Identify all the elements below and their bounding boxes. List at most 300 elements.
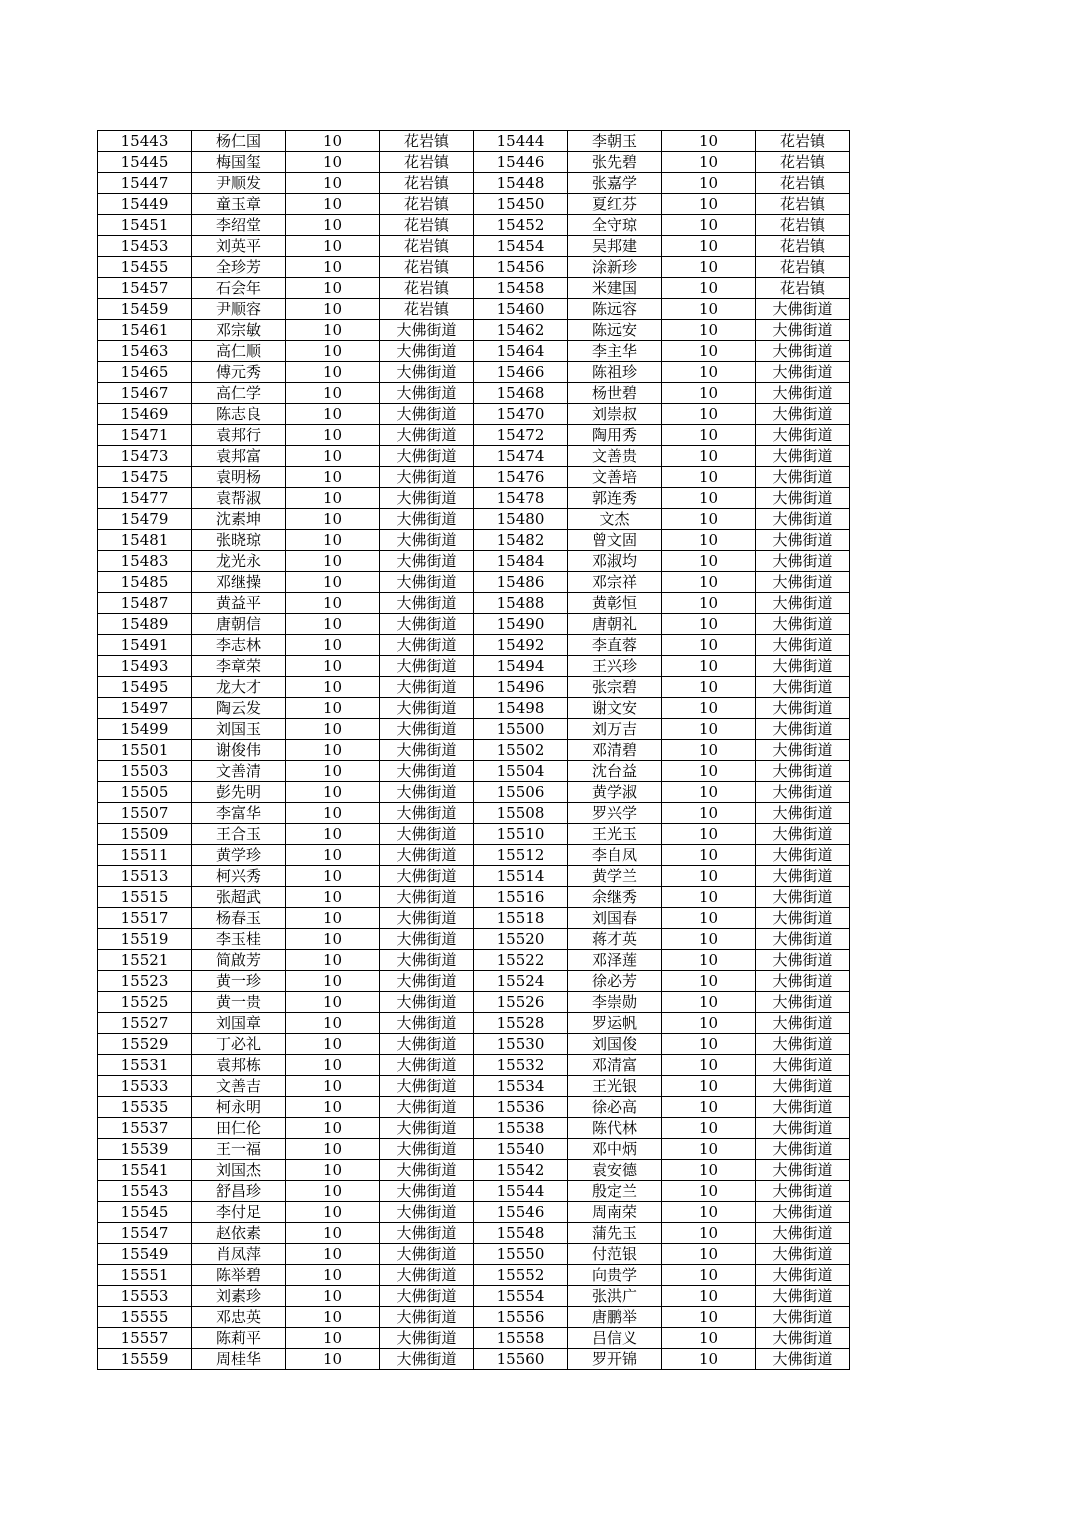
name-cell: 文善贵 [568,446,662,467]
name-cell: 高仁顺 [192,341,286,362]
area-cell: 大佛街道 [380,1349,474,1370]
amount-cell: 10 [286,1202,380,1223]
name-cell: 邓淑均 [568,551,662,572]
name-cell: 黄学兰 [568,866,662,887]
id-cell: 15470 [474,404,568,425]
name-cell: 罗开锦 [568,1349,662,1370]
area-cell: 大佛街道 [756,1013,850,1034]
name-cell: 杨世碧 [568,383,662,404]
id-cell: 15530 [474,1034,568,1055]
id-cell: 15487 [98,593,192,614]
name-cell: 刘国春 [568,908,662,929]
name-cell: 王兴珍 [568,656,662,677]
name-cell: 袁安德 [568,1160,662,1181]
id-cell: 15507 [98,803,192,824]
table-row [98,908,850,929]
amount-cell: 10 [286,719,380,740]
id-cell: 15475 [98,467,192,488]
id-cell: 15523 [98,971,192,992]
name-cell: 陈举碧 [192,1265,286,1286]
area-cell: 大佛街道 [380,992,474,1013]
area-cell: 大佛街道 [756,1307,850,1328]
area-cell: 大佛街道 [380,593,474,614]
area-cell: 大佛街道 [756,1097,850,1118]
name-cell: 傅元秀 [192,362,286,383]
amount-cell: 10 [662,1076,756,1097]
area-cell: 大佛街道 [380,404,474,425]
id-cell: 15528 [474,1013,568,1034]
id-cell: 15545 [98,1202,192,1223]
name-cell: 杨仁国 [192,131,286,152]
area-cell: 大佛街道 [756,845,850,866]
amount-cell: 10 [662,1307,756,1328]
id-cell: 15447 [98,173,192,194]
amount-cell: 10 [662,1223,756,1244]
name-cell: 邓宗敏 [192,320,286,341]
area-cell: 大佛街道 [380,467,474,488]
name-cell: 陈代林 [568,1118,662,1139]
area-cell: 大佛街道 [380,782,474,803]
area-cell: 大佛街道 [756,509,850,530]
amount-cell: 10 [662,1202,756,1223]
name-cell: 赵依素 [192,1223,286,1244]
id-cell: 15522 [474,950,568,971]
area-cell: 大佛街道 [380,908,474,929]
table-row [98,341,850,362]
area-cell: 大佛街道 [756,782,850,803]
area-cell: 大佛街道 [380,971,474,992]
amount-cell: 10 [286,215,380,236]
id-cell: 15546 [474,1202,568,1223]
table-row [98,446,850,467]
area-cell: 大佛街道 [380,614,474,635]
id-cell: 15491 [98,635,192,656]
area-cell: 大佛街道 [756,1034,850,1055]
area-cell: 大佛街道 [380,1118,474,1139]
table-row [98,1202,850,1223]
id-cell: 15481 [98,530,192,551]
amount-cell: 10 [662,866,756,887]
id-cell: 15483 [98,551,192,572]
id-cell: 15539 [98,1139,192,1160]
area-cell: 大佛街道 [756,383,850,404]
area-cell: 大佛街道 [380,803,474,824]
table-row [98,1349,850,1370]
name-cell: 向贵学 [568,1265,662,1286]
name-cell: 丁必礼 [192,1034,286,1055]
amount-cell: 10 [286,278,380,299]
amount-cell: 10 [662,1349,756,1370]
area-cell: 花岩镇 [756,278,850,299]
amount-cell: 10 [662,1118,756,1139]
area-cell: 大佛街道 [756,992,850,1013]
area-cell: 大佛街道 [380,1160,474,1181]
area-cell: 大佛街道 [380,1034,474,1055]
name-cell: 陶用秀 [568,425,662,446]
id-cell: 15540 [474,1139,568,1160]
table-row [98,1055,850,1076]
name-cell: 谢俊伟 [192,740,286,761]
amount-cell: 10 [286,446,380,467]
name-cell: 李志林 [192,635,286,656]
amount-cell: 10 [662,1244,756,1265]
id-cell: 15534 [474,1076,568,1097]
area-cell: 大佛街道 [380,1097,474,1118]
table-row [98,824,850,845]
name-cell: 文善清 [192,761,286,782]
id-cell: 15535 [98,1097,192,1118]
area-cell: 大佛街道 [380,488,474,509]
area-cell: 大佛街道 [380,887,474,908]
amount-cell: 10 [286,383,380,404]
area-cell: 大佛街道 [756,1349,850,1370]
table-row [98,236,850,257]
amount-cell: 10 [286,131,380,152]
name-cell: 李自凤 [568,845,662,866]
amount-cell: 10 [286,950,380,971]
table-row [98,803,850,824]
name-cell: 梅国玺 [192,152,286,173]
name-cell: 李主华 [568,341,662,362]
amount-cell: 10 [286,509,380,530]
name-cell: 杨春玉 [192,908,286,929]
name-cell: 田仁伦 [192,1118,286,1139]
name-cell: 刘万吉 [568,719,662,740]
name-cell: 龙大才 [192,677,286,698]
area-cell: 大佛街道 [380,635,474,656]
table-row [98,950,850,971]
name-cell: 谢文安 [568,698,662,719]
amount-cell: 10 [286,404,380,425]
name-cell: 刘素珍 [192,1286,286,1307]
id-cell: 15480 [474,509,568,530]
name-cell: 唐朝礼 [568,614,662,635]
area-cell: 大佛街道 [380,1055,474,1076]
id-cell: 15556 [474,1307,568,1328]
area-cell: 大佛街道 [380,1076,474,1097]
area-cell: 大佛街道 [380,866,474,887]
amount-cell: 10 [286,1223,380,1244]
area-cell: 大佛街道 [380,1307,474,1328]
area-cell: 大佛街道 [380,362,474,383]
amount-cell: 10 [286,320,380,341]
id-cell: 15445 [98,152,192,173]
name-cell: 邓忠英 [192,1307,286,1328]
id-cell: 15555 [98,1307,192,1328]
name-cell: 柯永明 [192,1097,286,1118]
amount-cell: 10 [662,824,756,845]
name-cell: 罗兴学 [568,803,662,824]
id-cell: 15485 [98,572,192,593]
area-cell: 大佛街道 [380,446,474,467]
amount-cell: 10 [286,1013,380,1034]
table-row [98,572,850,593]
id-cell: 15505 [98,782,192,803]
amount-cell: 10 [662,194,756,215]
amount-cell: 10 [286,1076,380,1097]
name-cell: 郭连秀 [568,488,662,509]
area-cell: 花岩镇 [380,257,474,278]
area-cell: 大佛街道 [756,1244,850,1265]
area-cell: 大佛街道 [756,1181,850,1202]
amount-cell: 10 [286,803,380,824]
table-row [98,383,850,404]
area-cell: 花岩镇 [756,152,850,173]
name-cell: 李富华 [192,803,286,824]
table-row [98,488,850,509]
name-cell: 肖凤萍 [192,1244,286,1265]
amount-cell: 10 [286,824,380,845]
area-cell: 大佛街道 [756,971,850,992]
amount-cell: 10 [662,740,756,761]
id-cell: 15501 [98,740,192,761]
id-cell: 15499 [98,719,192,740]
id-cell: 15466 [474,362,568,383]
id-cell: 15495 [98,677,192,698]
amount-cell: 10 [662,467,756,488]
name-cell: 邓继操 [192,572,286,593]
name-cell: 唐鹏举 [568,1307,662,1328]
id-cell: 15544 [474,1181,568,1202]
id-cell: 15543 [98,1181,192,1202]
id-cell: 15444 [474,131,568,152]
name-cell: 李崇勋 [568,992,662,1013]
area-cell: 大佛街道 [380,1223,474,1244]
name-cell: 张先碧 [568,152,662,173]
area-cell: 大佛街道 [380,761,474,782]
id-cell: 15446 [474,152,568,173]
name-cell: 袁邦富 [192,446,286,467]
id-cell: 15486 [474,572,568,593]
name-cell: 付范银 [568,1244,662,1265]
name-cell: 黄益平 [192,593,286,614]
area-cell: 大佛街道 [380,1244,474,1265]
amount-cell: 10 [662,1097,756,1118]
amount-cell: 10 [286,467,380,488]
area-cell: 花岩镇 [380,278,474,299]
table-row [98,614,850,635]
table-row [98,530,850,551]
amount-cell: 10 [286,1160,380,1181]
id-cell: 15518 [474,908,568,929]
amount-cell: 10 [662,551,756,572]
table-row [98,740,850,761]
amount-cell: 10 [286,257,380,278]
id-cell: 15457 [98,278,192,299]
amount-cell: 10 [286,173,380,194]
amount-cell: 10 [662,677,756,698]
table-row [98,404,850,425]
id-cell: 15463 [98,341,192,362]
name-cell: 李付足 [192,1202,286,1223]
id-cell: 15476 [474,467,568,488]
id-cell: 15529 [98,1034,192,1055]
name-cell: 张超武 [192,887,286,908]
amount-cell: 10 [662,719,756,740]
id-cell: 15502 [474,740,568,761]
area-cell: 大佛街道 [756,467,850,488]
id-cell: 15488 [474,593,568,614]
id-cell: 15513 [98,866,192,887]
area-cell: 大佛街道 [380,1202,474,1223]
name-cell: 全珍芳 [192,257,286,278]
amount-cell: 10 [286,866,380,887]
id-cell: 15461 [98,320,192,341]
roster-table-body [98,131,850,1370]
amount-cell: 10 [662,803,756,824]
area-cell: 大佛街道 [380,1328,474,1349]
area-cell: 大佛街道 [756,299,850,320]
table-row [98,1013,850,1034]
name-cell: 陶云发 [192,698,286,719]
area-cell: 大佛街道 [756,929,850,950]
amount-cell: 10 [286,698,380,719]
table-row [98,194,850,215]
name-cell: 李玉桂 [192,929,286,950]
name-cell: 黄一贵 [192,992,286,1013]
name-cell: 袁邦行 [192,425,286,446]
area-cell: 大佛街道 [756,593,850,614]
amount-cell: 10 [286,1055,380,1076]
amount-cell: 10 [662,1160,756,1181]
table-row [98,1244,850,1265]
name-cell: 刘崇叔 [568,404,662,425]
amount-cell: 10 [662,131,756,152]
name-cell: 龙光永 [192,551,286,572]
id-cell: 15537 [98,1118,192,1139]
id-cell: 15498 [474,698,568,719]
area-cell: 大佛街道 [380,320,474,341]
table-row [98,1160,850,1181]
area-cell: 大佛街道 [756,320,850,341]
id-cell: 15449 [98,194,192,215]
id-cell: 15462 [474,320,568,341]
name-cell: 刘国章 [192,1013,286,1034]
amount-cell: 10 [286,929,380,950]
id-cell: 15465 [98,362,192,383]
amount-cell: 10 [286,1139,380,1160]
area-cell: 大佛街道 [380,677,474,698]
name-cell: 黄学珍 [192,845,286,866]
amount-cell: 10 [286,1307,380,1328]
area-cell: 大佛街道 [380,1013,474,1034]
amount-cell: 10 [662,1328,756,1349]
table-row [98,551,850,572]
amount-cell: 10 [662,1055,756,1076]
amount-cell: 10 [662,887,756,908]
amount-cell: 10 [286,614,380,635]
area-cell: 大佛街道 [756,740,850,761]
name-cell: 殷定兰 [568,1181,662,1202]
amount-cell: 10 [662,215,756,236]
area-cell: 大佛街道 [756,1328,850,1349]
name-cell: 邓中炳 [568,1139,662,1160]
name-cell: 刘国玉 [192,719,286,740]
id-cell: 15558 [474,1328,568,1349]
amount-cell: 10 [286,362,380,383]
name-cell: 袁邦栋 [192,1055,286,1076]
area-cell: 大佛街道 [756,803,850,824]
amount-cell: 10 [286,152,380,173]
amount-cell: 10 [286,635,380,656]
name-cell: 黄彰恒 [568,593,662,614]
id-cell: 15453 [98,236,192,257]
table-row [98,131,850,152]
id-cell: 15532 [474,1055,568,1076]
area-cell: 大佛街道 [756,1223,850,1244]
id-cell: 15469 [98,404,192,425]
area-cell: 大佛街道 [380,719,474,740]
name-cell: 童玉章 [192,194,286,215]
amount-cell: 10 [286,572,380,593]
amount-cell: 10 [662,992,756,1013]
area-cell: 花岩镇 [380,131,474,152]
area-cell: 大佛街道 [756,1286,850,1307]
table-row [98,698,850,719]
table-row [98,1118,850,1139]
table-row [98,1307,850,1328]
area-cell: 大佛街道 [756,446,850,467]
area-cell: 大佛街道 [756,656,850,677]
id-cell: 15524 [474,971,568,992]
table-row [98,1139,850,1160]
amount-cell: 10 [662,1013,756,1034]
name-cell: 王光银 [568,1076,662,1097]
amount-cell: 10 [662,299,756,320]
amount-cell: 10 [662,950,756,971]
area-cell: 大佛街道 [380,950,474,971]
name-cell: 舒昌珍 [192,1181,286,1202]
amount-cell: 10 [286,1349,380,1370]
table-row [98,1286,850,1307]
id-cell: 15450 [474,194,568,215]
amount-cell: 10 [286,425,380,446]
amount-cell: 10 [286,1097,380,1118]
amount-cell: 10 [286,530,380,551]
name-cell: 刘国杰 [192,1160,286,1181]
area-cell: 大佛街道 [756,824,850,845]
id-cell: 15526 [474,992,568,1013]
amount-cell: 10 [662,425,756,446]
id-cell: 15512 [474,845,568,866]
id-cell: 15527 [98,1013,192,1034]
area-cell: 花岩镇 [756,236,850,257]
name-cell: 彭先明 [192,782,286,803]
id-cell: 15554 [474,1286,568,1307]
id-cell: 15477 [98,488,192,509]
amount-cell: 10 [662,404,756,425]
table-row [98,761,850,782]
id-cell: 15557 [98,1328,192,1349]
table-row [98,1265,850,1286]
table-row [98,362,850,383]
id-cell: 15454 [474,236,568,257]
amount-cell: 10 [286,887,380,908]
id-cell: 15504 [474,761,568,782]
area-cell: 大佛街道 [756,698,850,719]
id-cell: 15493 [98,656,192,677]
amount-cell: 10 [286,299,380,320]
id-cell: 15494 [474,656,568,677]
area-cell: 大佛街道 [756,425,850,446]
area-cell: 大佛街道 [380,1286,474,1307]
id-cell: 15531 [98,1055,192,1076]
id-cell: 15503 [98,761,192,782]
name-cell: 张宗碧 [568,677,662,698]
id-cell: 15516 [474,887,568,908]
name-cell: 张嘉学 [568,173,662,194]
id-cell: 15496 [474,677,568,698]
